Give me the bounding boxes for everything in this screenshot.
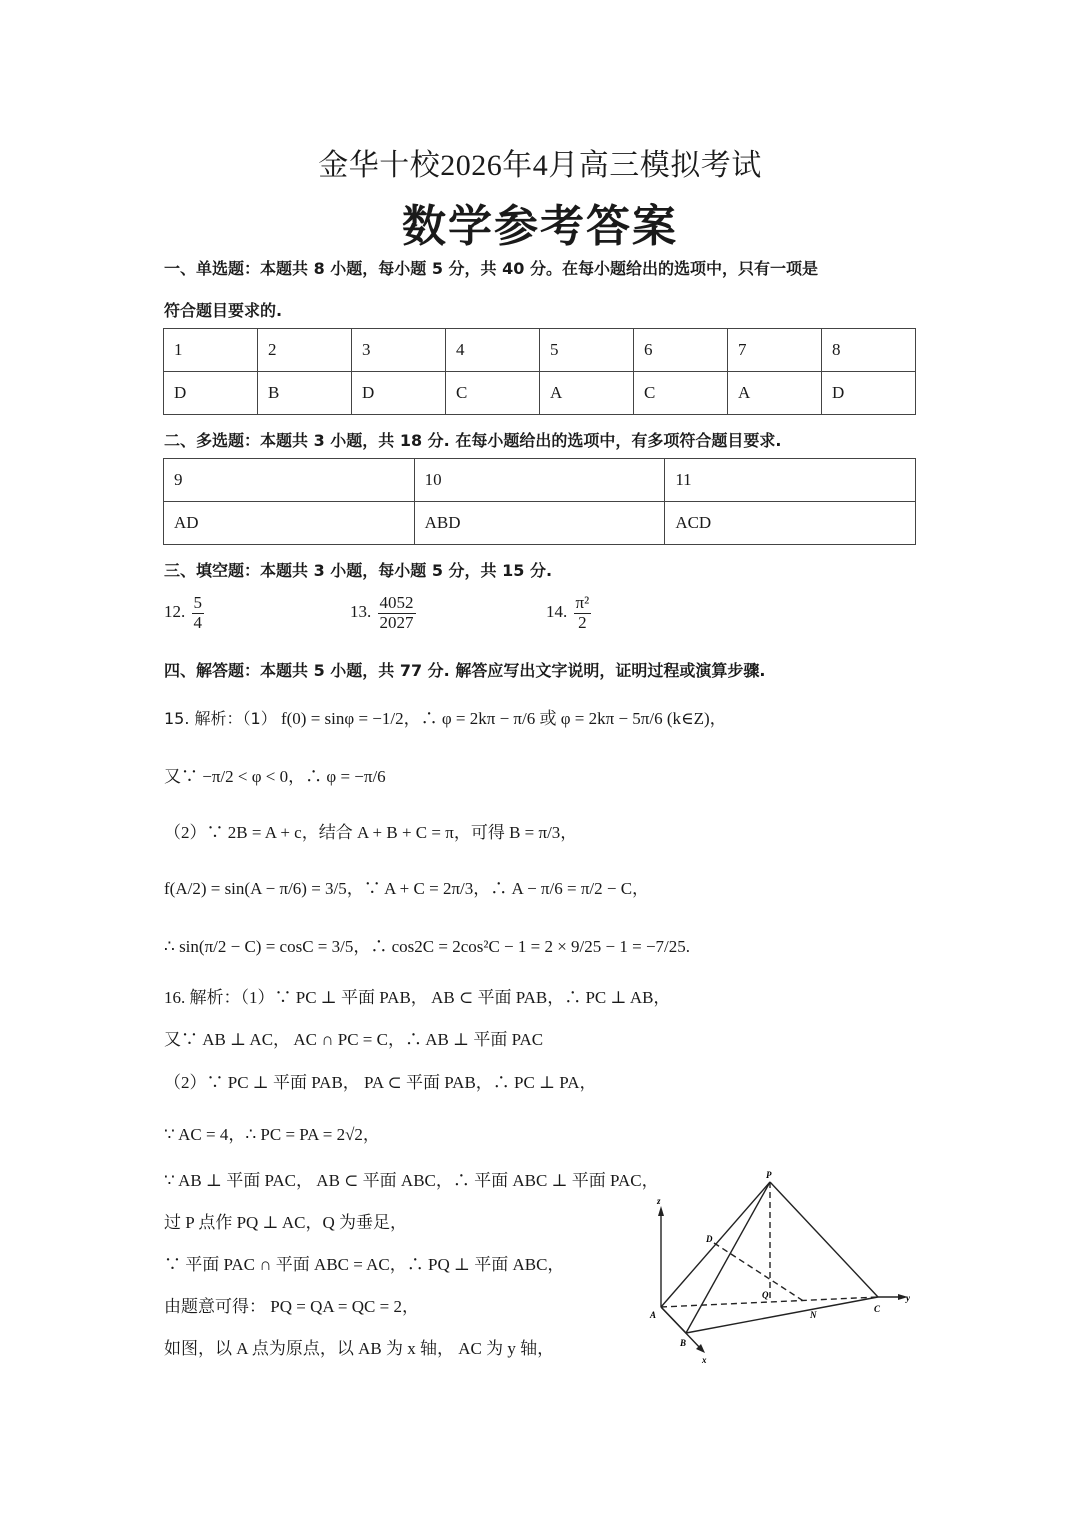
q16-line-5: ∵ AB ⊥ 平面 PAC， AB ⊂ 平面 ABC，∴ 平面 ABC ⊥ 平面 PAC， (164, 1171, 659, 1190)
section1-heading-cont: 符合题目要求的. (164, 301, 283, 320)
answer-cell: C (633, 372, 727, 415)
q16-line-9: 如图，以 A 点为原点，以 AB 为 x 轴， AC 为 y 轴， (164, 1339, 555, 1358)
answer-cell: ABD (414, 502, 665, 545)
question-number: 8 (821, 329, 915, 372)
question-number: 4 (445, 329, 539, 372)
label-y: y (906, 1293, 910, 1303)
section2-heading: 二、多选题：本题共 3 小题，共 18 分. 在每小题给出的选项中，有多项符合题目要求. (164, 431, 782, 450)
q16-line-6: 过 P 点作 PQ ⊥ AC，Q 为垂足， (164, 1213, 407, 1232)
question-number: 5 (539, 329, 633, 372)
label-Q: Q (762, 1290, 769, 1300)
answer-cell: C (445, 372, 539, 415)
q16-line-3: （2）∵ PC ⊥ 平面 PAB， PA ⊂ 平面 PAB，∴ PC ⊥ PA， (164, 1073, 597, 1092)
question-number: 3 (351, 329, 445, 372)
answer-cell: D (821, 372, 915, 415)
answer-row (164, 372, 916, 415)
fraction: $\frac{\text{π²}}{2}$ (575, 593, 590, 632)
label-z: z (657, 1196, 661, 1206)
fill-answer-13 (350, 594, 418, 632)
q16-line-7: ∵ 平面 PAC ∩ 平面 ABC = AC，∴ PQ ⊥ 平面 ABC， (164, 1255, 565, 1274)
q15-line-1: 15. 解析：（1） f(0) = sinφ = −1/2，∴ φ = 2kπ − π/6 或 φ = 2kπ − 5π/6 (k∈Z)， (164, 709, 727, 728)
exam-title: 金华十校2026年4月高三模拟考试 (318, 149, 762, 182)
label-A: A (650, 1310, 657, 1320)
q16-line-4: ∵ AC = 4，∴ PC = PA = 2√2， (164, 1125, 380, 1144)
question-number: 14. (546, 602, 568, 622)
answer-row (164, 502, 916, 545)
label-N: N (810, 1310, 817, 1320)
question-number: 13. (350, 602, 372, 622)
section1-heading: 一、单选题：本题共 8 小题，每小题 5 分，共 40 分。在每小题给出的选项中，只有一项是 (164, 259, 818, 278)
answer-cell: AD (164, 502, 415, 545)
single-choice-answer-table (163, 328, 916, 415)
question-number: 2 (258, 329, 352, 372)
fill-answer-12 (164, 594, 206, 632)
answer-cell: D (164, 372, 258, 415)
document-title: 数学参考答案 (402, 202, 678, 251)
fraction: $\frac{5}{4}$ (193, 593, 202, 632)
fraction: $\frac{4052}{2027}$ (379, 593, 414, 632)
question-number: 12. (164, 602, 186, 622)
question-number: 9 (164, 459, 415, 502)
q16-line-8: 由题意可得： PQ = QA = QC = 2， (164, 1297, 419, 1316)
question-number: 10 (414, 459, 665, 502)
label-x: x (702, 1355, 707, 1365)
q15-line-3: （2）∵ 2B = A + c，结合 A + B + C = π，可得 B = π/3， (164, 823, 578, 842)
label-P: P (766, 1170, 772, 1180)
section3-heading: 三、填空题：本题共 3 小题，每小题 5 分，共 15 分. (164, 561, 553, 580)
answer-cell: A (727, 372, 821, 415)
question-number: 11 (665, 459, 916, 502)
label-D: D (706, 1234, 713, 1244)
question-number: 6 (633, 329, 727, 372)
question-number-row (164, 459, 916, 502)
section4-heading: 四、解答题：本题共 5 小题，共 77 分. 解答应写出文字说明，证明过程或演算步骤. (164, 661, 766, 680)
label-B: B (680, 1338, 687, 1348)
q15-line-4: f(A/2) = sin(A − π/6) = 3/5，∵ A + C = 2π/3，∴ A − π/6 = π/2 − C， (164, 879, 650, 898)
z-arrow-icon (658, 1206, 664, 1216)
answer-cell: A (539, 372, 633, 415)
q16-line-2: 又∵ AB ⊥ AC， AC ∩ PC = C，∴ AB ⊥ 平面 PAC (164, 1030, 544, 1049)
q16-line-1: 16. 解析：（1）∵ PC ⊥ 平面 PAB， AB ⊂ 平面 PAB，∴ PC ⊥ AB， (164, 988, 671, 1007)
q15-line-5: ∴ sin(π/2 − C) = cosC = 3/5，∴ cos2C = 2cos²C − 1 = 2 × 9/25 − 1 = −7/25. (164, 937, 691, 956)
fill-answer-14 (546, 594, 593, 632)
q15-line-2: 又∵ −π/2 < φ < 0，∴ φ = −π/6 (164, 767, 386, 786)
answer-cell: ACD (665, 502, 916, 545)
question-number-row (164, 329, 916, 372)
label-C: C (874, 1304, 881, 1314)
question-number: 1 (164, 329, 258, 372)
answer-cell: D (351, 372, 445, 415)
pyramid-diagram (640, 1160, 930, 1380)
multi-choice-answer-table (163, 458, 916, 545)
question-number: 7 (727, 329, 821, 372)
answer-cell: B (258, 372, 352, 415)
